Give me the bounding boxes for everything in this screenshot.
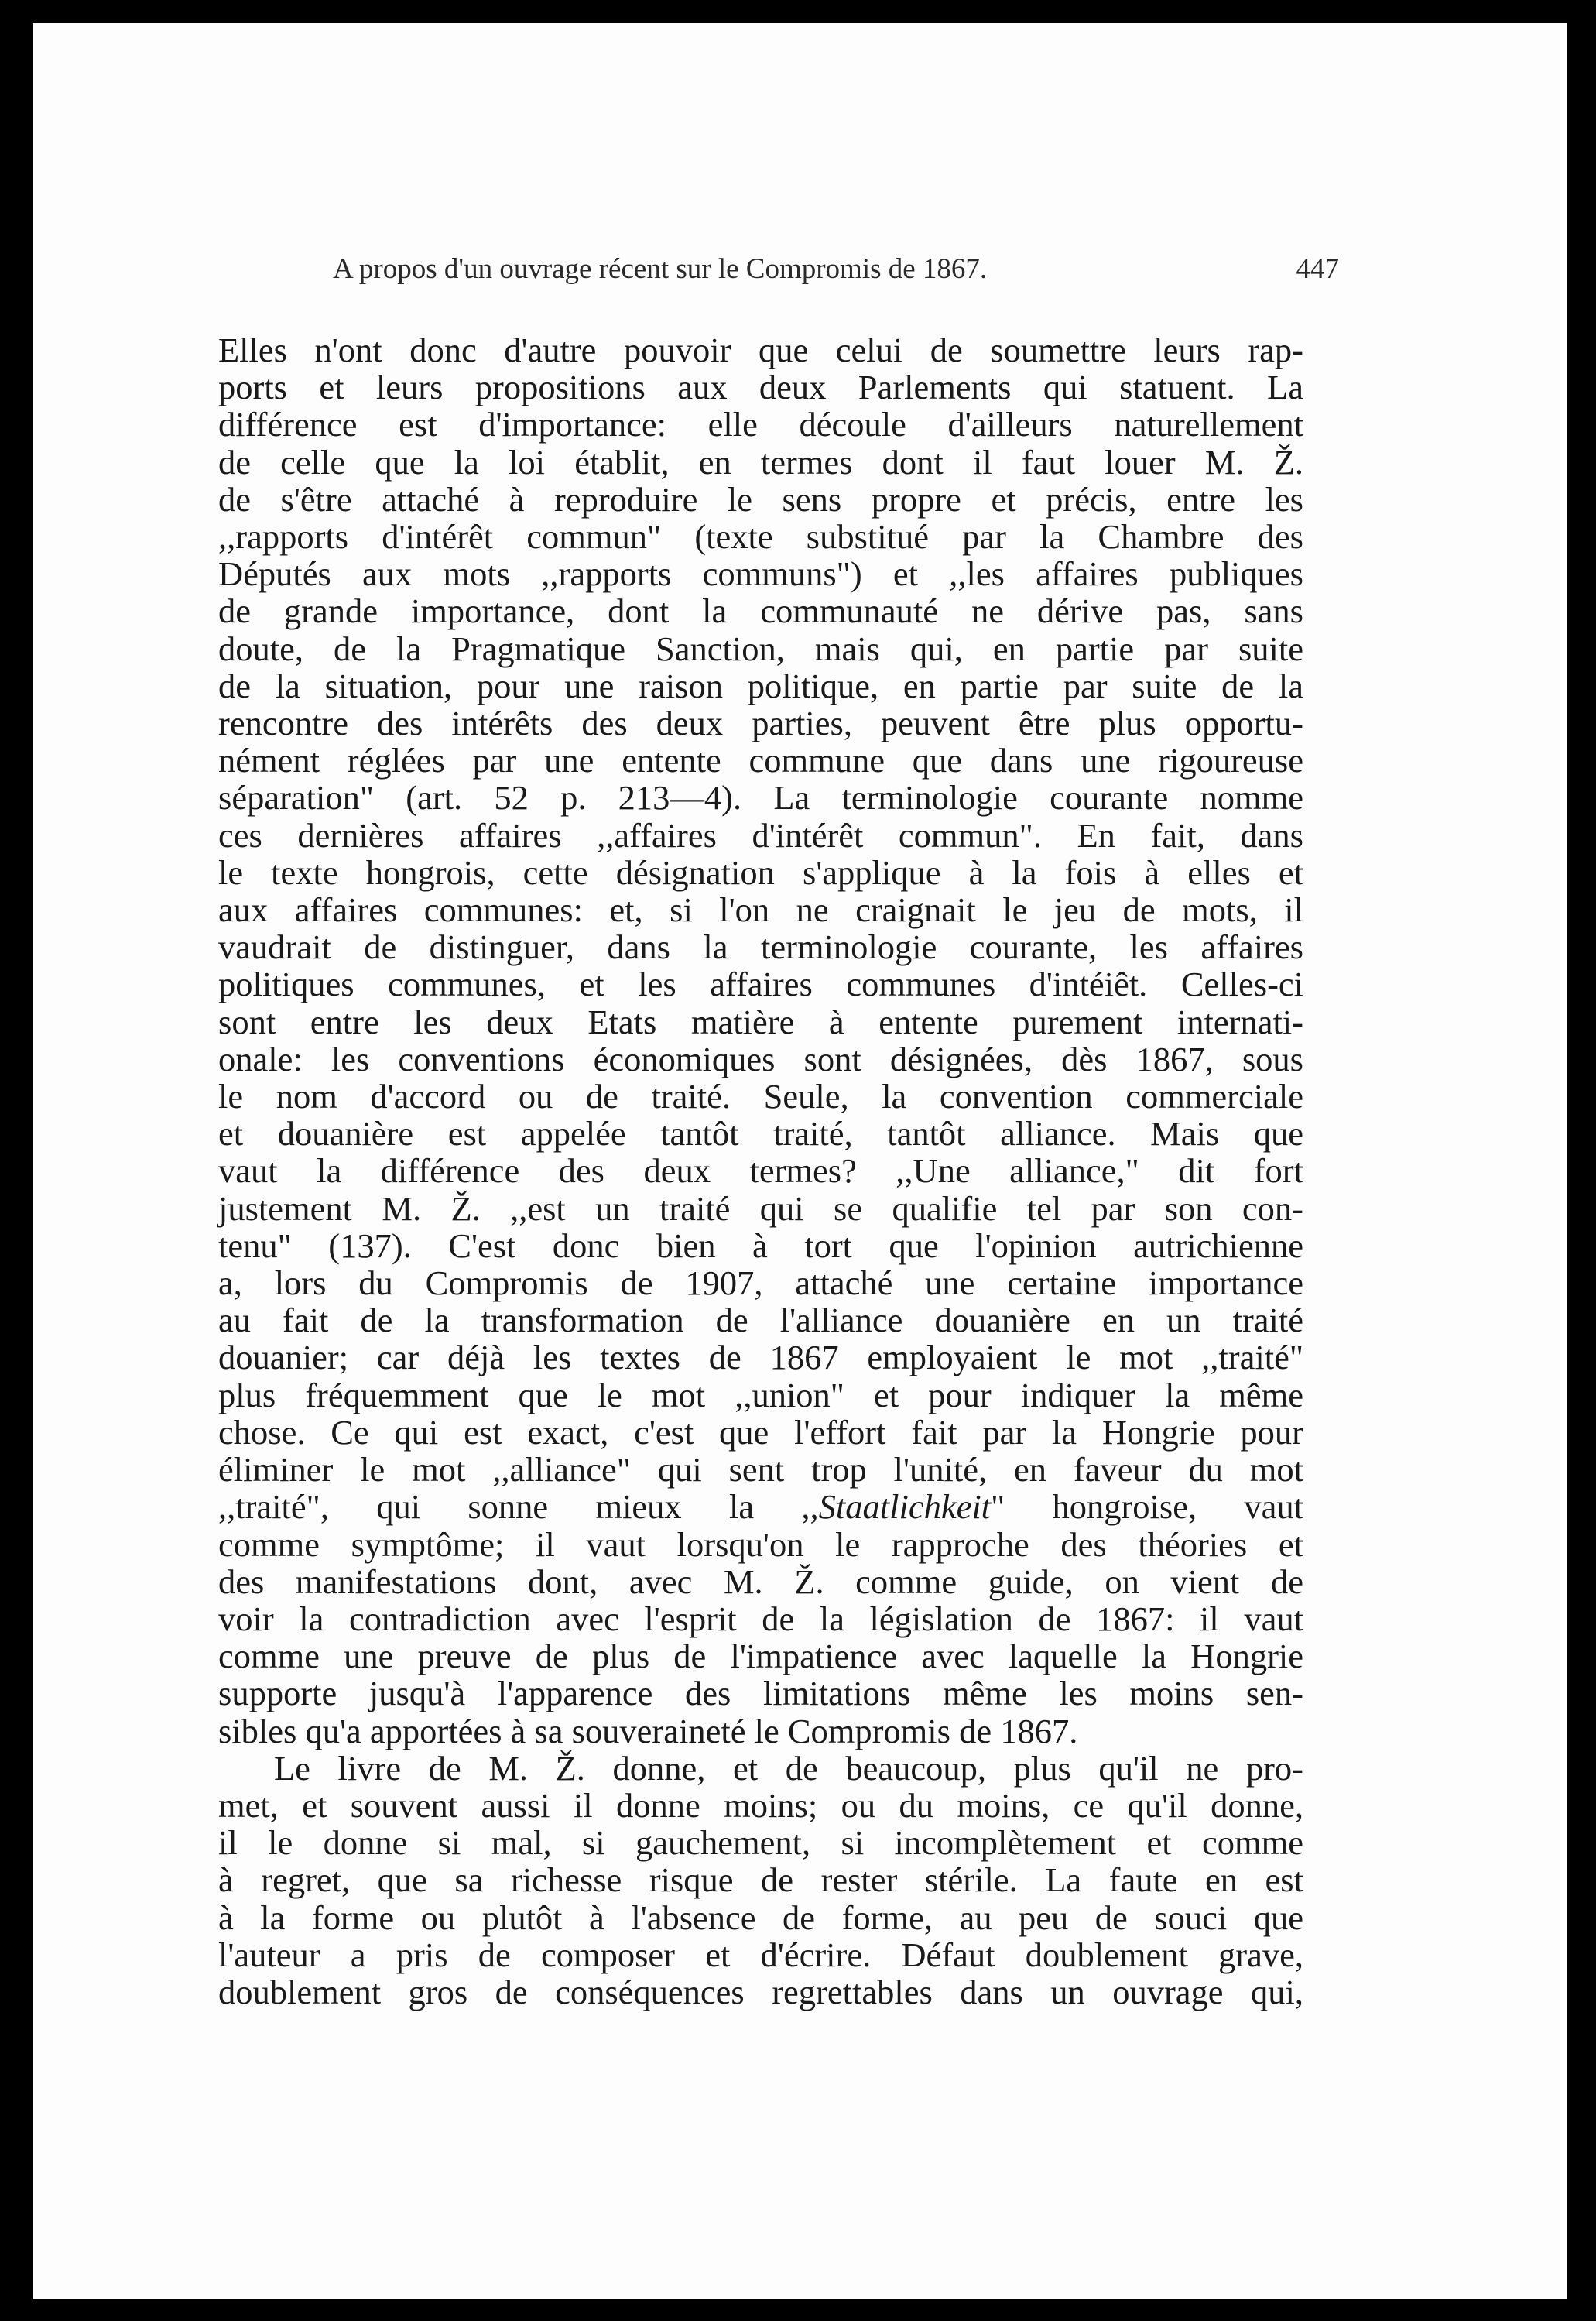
text-line: rencontre des intérêts des deux parties, peuvent être plus opportu- xyxy=(218,704,1303,743)
text-line: doublement gros de conséquences regrettables dans un ouvrage qui, xyxy=(218,1972,1303,2011)
paragraph-2 xyxy=(218,1750,1303,2011)
text-line: à la forme ou plutôt à l'absence de forme, au peu de souci que xyxy=(218,1898,1303,1937)
text-line: vaudrait de distinguer, dans la terminologie courante, les affaires xyxy=(218,927,1303,967)
text-line: aux affaires communes: et, si l'on ne craignait le jeu de mots, il xyxy=(218,890,1303,930)
text-line: de celle que la loi établit, en termes dont il faut louer M. Ž. xyxy=(218,442,1303,482)
running-title: A propos d'un ouvrage récent sur le Compromis de 1867. xyxy=(333,253,988,285)
text-line: de grande importance, dont la communauté ne dérive pas, sans xyxy=(218,591,1303,631)
paragraph-1 xyxy=(218,331,1303,1750)
text-line: a, lors du Compromis de 1907, attaché une certaine importance xyxy=(218,1263,1303,1303)
text-line: et douanière est appelée tantôt traité, tantôt alliance. Mais que xyxy=(218,1114,1303,1154)
page-number: 447 xyxy=(1296,253,1339,285)
text-line: l'auteur a pris de composer et d'écrire. Défaut doublement grave, xyxy=(218,1935,1303,1974)
text-line: supporte jusqu'à l'apparence des limitations même les moins sen- xyxy=(218,1674,1303,1713)
running-header xyxy=(333,252,1339,299)
text-line: plus fréquemment que le mot ,,union" et pour indiquer la même xyxy=(218,1375,1303,1414)
text-line: des manifestations dont, avec M. Ž. comme guide, on vient de xyxy=(218,1562,1303,1601)
text-line: différence est d'importance: elle découle d'ailleurs naturellement xyxy=(218,405,1303,444)
text-line: sont entre les deux Etats matière à entente purement internati- xyxy=(218,1002,1303,1041)
text-line: sibles qu'a apportées à sa souveraineté le Compromis de 1867. xyxy=(218,1711,1078,1750)
text-line: justement M. Ž. ,,est un traité qui se qualifie tel par son con- xyxy=(218,1188,1303,1228)
text-line: ports et leurs propositions aux deux Parlements qui statuent. La xyxy=(218,368,1303,407)
text-line: séparation" (art. 52 p. 213—4). La terminologie courante nomme xyxy=(218,778,1303,818)
text-line: politiques communes, et les affaires communes d'intéiêt. Celles-ci xyxy=(218,965,1303,1004)
text-line: douanier; car déjà les textes de 1867 employaient le mot ,,traité" xyxy=(218,1338,1303,1377)
text-line: il le donne si mal, si gauchement, si incomplètement et comme xyxy=(218,1823,1303,1863)
text-line: éliminer le mot ,,alliance" qui sent trop l'unité, en faveur du mot xyxy=(218,1450,1303,1490)
text-line: de la situation, pour une raison politique, en partie par suite de la xyxy=(218,666,1303,705)
text-line: Elles n'ont donc d'autre pouvoir que celui de soumettre leurs rap- xyxy=(218,331,1303,369)
text-line: Députés aux mots ,,rapports communs") et ,,les affaires publiques xyxy=(218,554,1303,594)
text-line: comme une preuve de plus de l'impatience avec laquelle la Hongrie xyxy=(218,1637,1303,1676)
text-line: ces dernières affaires ,,affaires d'intérêt commun". En fait, dans xyxy=(218,815,1303,855)
text-line: de s'être attaché à reproduire le sens propre et précis, entre les xyxy=(218,479,1303,519)
text-line: comme symptôme; il vaut lorsqu'on le rapproche des théories et xyxy=(218,1524,1303,1564)
text-segment: " hongroise, vaut xyxy=(991,1487,1304,1527)
text-line: voir la contradiction avec l'esprit de la législation de 1867: il vaut xyxy=(218,1599,1303,1638)
body-text xyxy=(218,331,1303,2011)
text-line: met, et souvent aussi il donne moins; ou du moins, ce qu'il donne, xyxy=(218,1785,1303,1825)
text-segment: ,,traité", qui sonne mieux la ,, xyxy=(218,1487,819,1527)
text-line: nément réglées par une entente commune que dans une rigoureuse xyxy=(218,741,1303,780)
text-line: Le livre de M. Ž. donne, et de beaucoup, plus qu'il ne pro- xyxy=(274,1748,1303,1788)
text-line: chose. Ce qui est exact, c'est que l'effort fait par la Hongrie pour xyxy=(218,1412,1303,1452)
italic-term: Staatlichkeit xyxy=(818,1487,992,1527)
text-line: tenu" (137). C'est donc bien à tort que l'opinion autrichienne xyxy=(218,1226,1303,1265)
text-line-with-italic xyxy=(218,1488,1303,1525)
text-line: vaut la différence des deux termes? ,,Une alliance," dit fort xyxy=(218,1151,1303,1191)
text-line: à regret, que sa richesse risque de rester stérile. La faute en est xyxy=(218,1860,1303,1900)
text-line: onale: les conventions économiques sont désignées, dès 1867, sous xyxy=(218,1039,1303,1078)
text-line: le nom d'accord ou de traité. Seule, la convention commerciale xyxy=(218,1077,1303,1116)
text-line: doute, de la Pragmatique Sanction, mais qui, en partie par suite xyxy=(218,629,1303,668)
text-line: ,,rapports d'intérêt commun" (texte substitué par la Chambre des xyxy=(218,517,1303,557)
text-line: le texte hongrois, cette désignation s'applique à la fois à elles et xyxy=(218,852,1303,892)
text-line: au fait de la transformation de l'alliance douanière en un traité xyxy=(218,1301,1303,1340)
